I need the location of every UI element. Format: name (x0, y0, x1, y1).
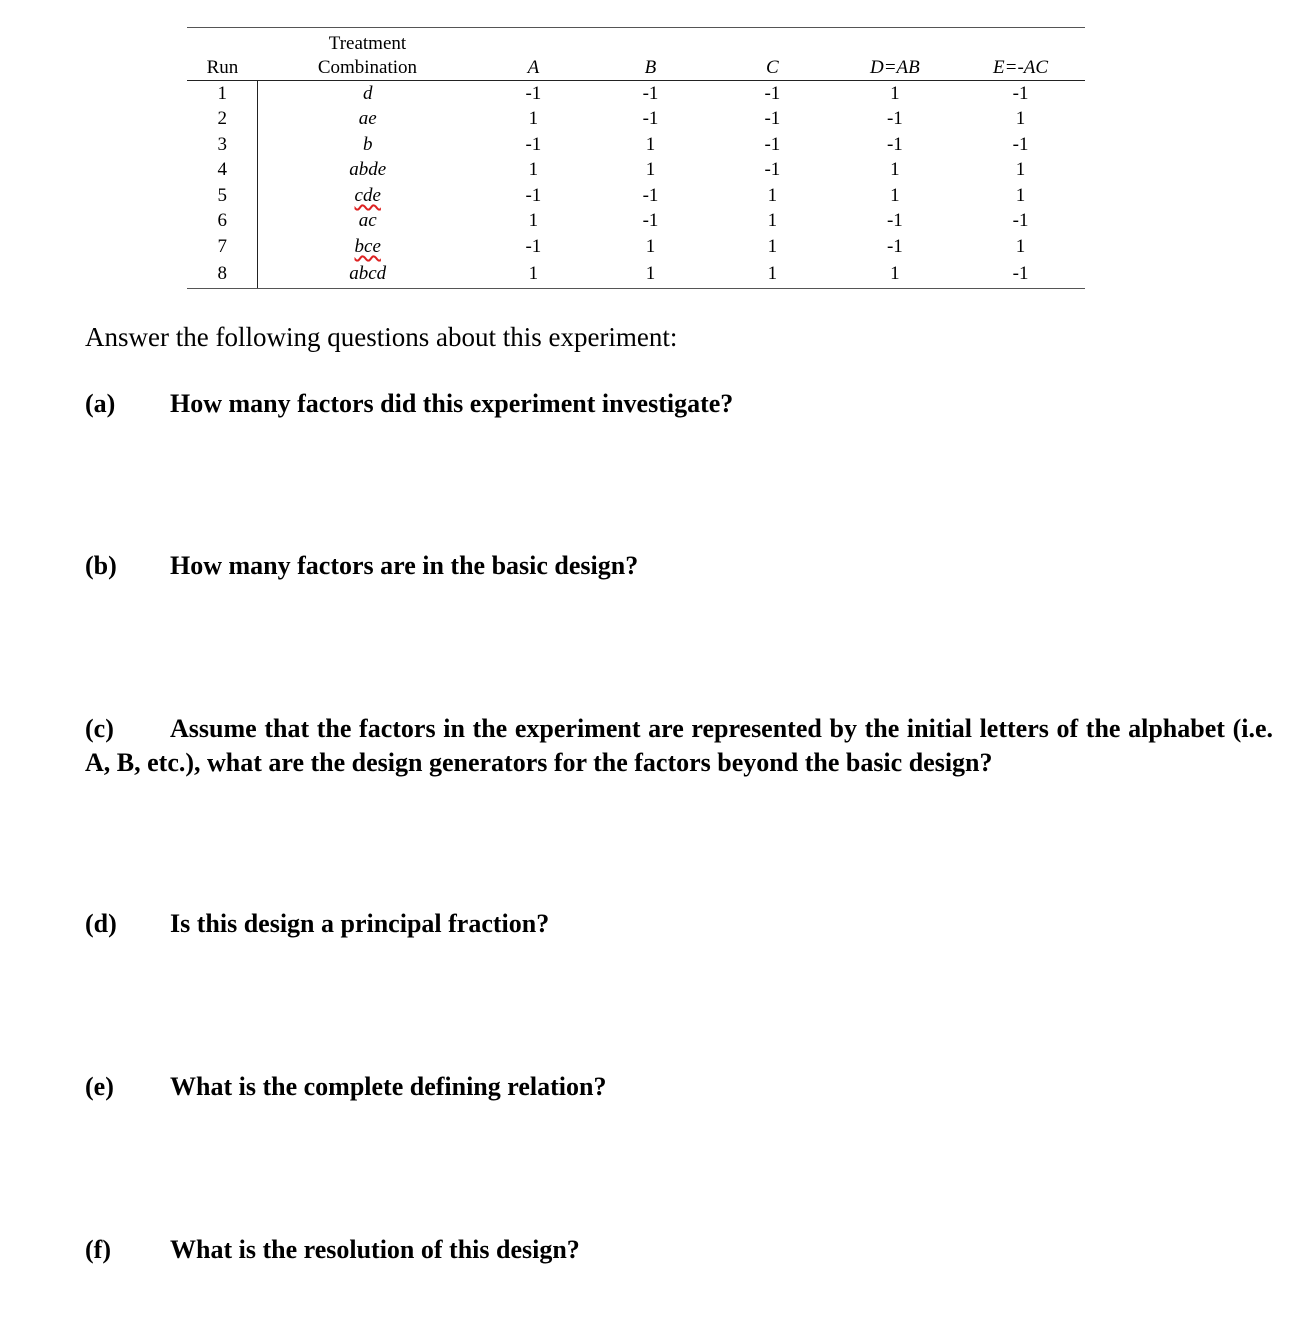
factor-c-level: 1 (767, 235, 778, 257)
question-c-label: (c) (85, 714, 114, 743)
factor-e-level: 1 (1015, 235, 1026, 257)
table-row (187, 81, 1085, 107)
table-row (187, 234, 1085, 260)
header-run: Run (187, 32, 258, 81)
run-number: 4 (187, 158, 258, 184)
question-b-text: How many factors are in the basic design? (170, 551, 639, 580)
treatment-combination: ae (358, 108, 377, 130)
factor-e-level: -1 (1012, 210, 1029, 232)
treatment-combination (258, 234, 477, 260)
factor-e-level: 1 (1015, 108, 1026, 130)
factor-a-level: -1 (525, 184, 542, 206)
factor-b-level: -1 (642, 210, 659, 232)
factor-e-level: 1 (1015, 184, 1026, 206)
factor-c-level: -1 (764, 159, 781, 181)
question-e-label: (e) (85, 1072, 114, 1101)
table-row (187, 107, 1085, 133)
question-d-text: Is this design a principal fraction? (170, 909, 550, 938)
factor-c-level: -1 (764, 108, 781, 130)
table-row (187, 158, 1085, 184)
instructions-prompt: Answer the following questions about this experiment: (85, 322, 678, 352)
factor-d-level: 1 (834, 260, 956, 289)
header-treatment-line1: Treatment (328, 33, 407, 54)
run-number: 2 (187, 107, 258, 133)
header-treatment-line2: Combination (317, 57, 418, 78)
factor-b-level: -1 (642, 184, 659, 206)
header-factor-c: C (711, 32, 833, 81)
question-d (85, 909, 549, 939)
question-f (85, 1235, 580, 1265)
treatment-combination: b (362, 133, 373, 155)
question-c-text: Assume that the factors in the experiment are represented by the initial letters of the alphabet (i.e. A, B, etc.), what are the design generators for the factors beyond the basic design? (85, 714, 1273, 777)
factor-a-level: -1 (525, 82, 542, 104)
treatment-combination: abcd (258, 260, 477, 289)
question-c (85, 712, 1273, 780)
question-a-label: (a) (85, 389, 116, 418)
spellcheck-flagged-text: bce (354, 235, 381, 257)
factor-c-level: 1 (767, 184, 778, 206)
factor-a-level: 1 (528, 210, 539, 232)
factor-b-level: 1 (645, 159, 656, 181)
table-row (187, 132, 1085, 158)
factor-d-level: -1 (886, 108, 903, 130)
treatment-combination: d (362, 82, 373, 104)
factor-c-level: -1 (764, 133, 781, 155)
factor-d-level: 1 (890, 184, 900, 206)
factor-d-level: 1 (890, 82, 900, 104)
factor-c-level: 1 (711, 260, 833, 289)
header-factor-e: E=-AC (956, 32, 1085, 81)
factor-d-level: -1 (886, 235, 903, 257)
factor-b-level: -1 (642, 82, 659, 104)
run-number: 8 (187, 260, 258, 289)
treatment-combination: abde (349, 159, 387, 181)
treatment-combination: ac (358, 210, 377, 232)
factor-c-level: -1 (764, 82, 781, 104)
factor-a-level: 1 (528, 159, 539, 181)
question-e-text: What is the complete defining relation? (170, 1072, 607, 1101)
factor-a-level: -1 (525, 133, 542, 155)
factor-b-level: 1 (645, 235, 656, 257)
question-f-label: (f) (85, 1235, 111, 1264)
header-factor-d: D=AB (834, 32, 956, 81)
question-b (85, 551, 638, 581)
factor-b-level: -1 (642, 108, 659, 130)
factor-a-level: -1 (525, 235, 542, 257)
question-b-label: (b) (85, 551, 117, 580)
question-a-text: How many factors did this experiment investigate? (170, 389, 734, 418)
header-treatment-combination (258, 32, 477, 81)
factor-e-level: 1 (1015, 159, 1026, 181)
factor-e-level: -1 (1012, 133, 1029, 155)
design-matrix-table (187, 27, 1085, 289)
run-number: 7 (187, 234, 258, 260)
question-e (85, 1072, 606, 1102)
run-number: 1 (187, 81, 258, 107)
factor-b-level: 1 (590, 260, 711, 289)
table-row (187, 209, 1085, 235)
factor-d-level: 1 (890, 159, 900, 181)
factor-e-level: -1 (1012, 82, 1029, 104)
header-factor-b: B (590, 32, 711, 81)
run-number: 6 (187, 209, 258, 235)
run-number: 5 (187, 183, 258, 209)
question-a (85, 389, 733, 419)
factor-b-level: 1 (645, 133, 656, 155)
factor-a-level: 1 (528, 108, 539, 130)
table-row (187, 260, 1085, 289)
factor-c-level: 1 (767, 210, 778, 232)
spellcheck-flagged-text: cde (354, 184, 381, 206)
factor-e-level: -1 (956, 260, 1085, 289)
table-row (187, 183, 1085, 209)
question-f-text: What is the resolution of this design? (170, 1235, 580, 1264)
question-d-label: (d) (85, 909, 117, 938)
run-number: 3 (187, 132, 258, 158)
treatment-combination (258, 183, 477, 209)
factor-d-level: -1 (886, 133, 903, 155)
factor-d-level: -1 (886, 210, 903, 232)
header-factor-a: A (477, 32, 590, 81)
factor-a-level: 1 (477, 260, 590, 289)
